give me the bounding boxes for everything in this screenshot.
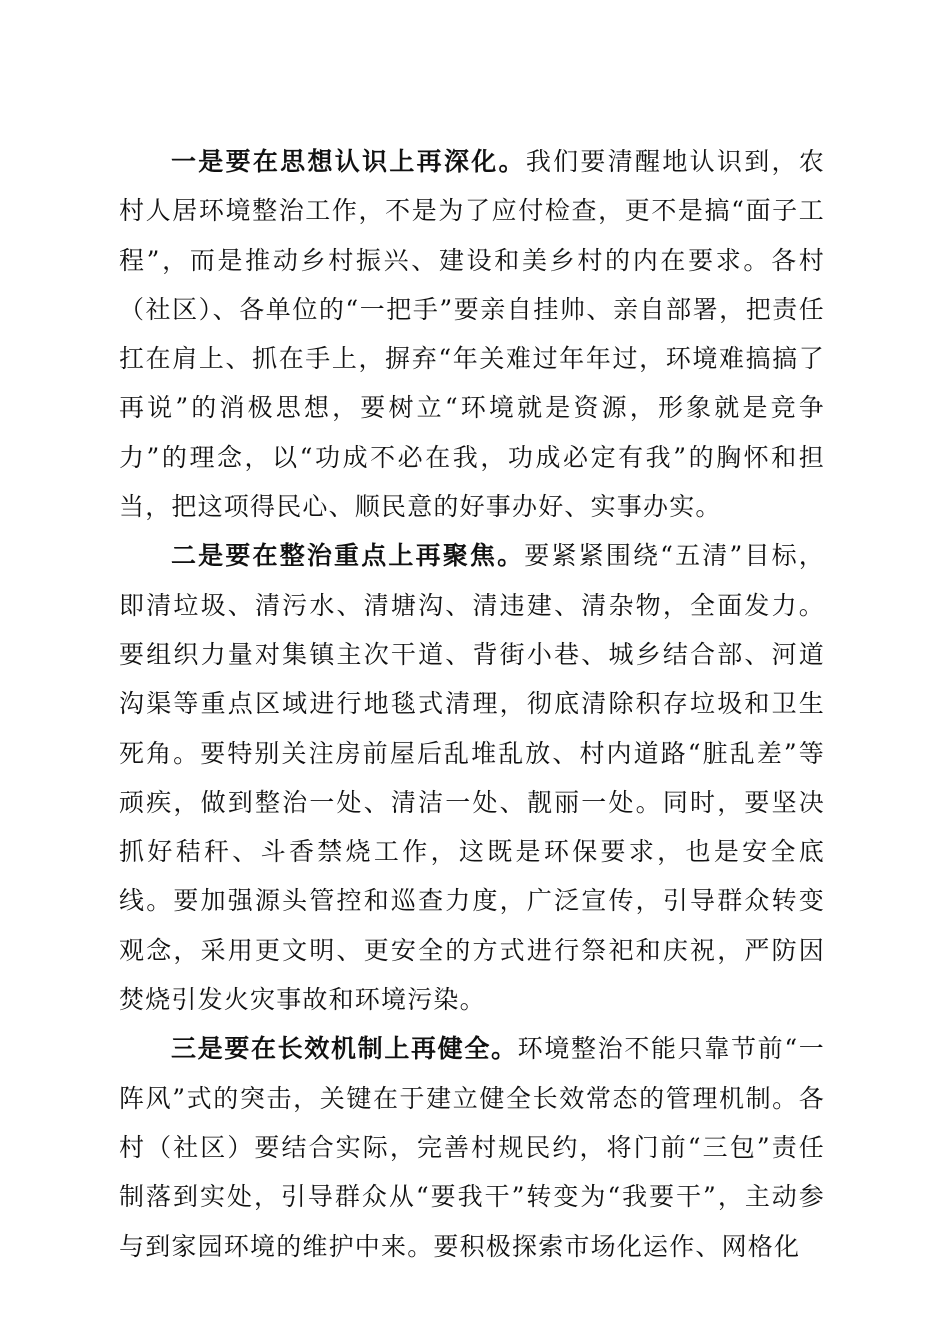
paragraph-text: 环境整治不能只靠节前“一阵风”式的突击，关键在于建立健全长效常态的管理机制。各村（社区）要结合实际，完善村规民约，将门前“三包”责任制落到实处，引导群众从“要我干”转变为“我要干”，主动参与到家园环境的维护中来。要积极探索市场化运作、网格化 (119, 1034, 825, 1261)
paragraph-mechanism (119, 1024, 825, 1270)
paragraph-lead: 二是要在整治重点上再聚焦。 (171, 541, 525, 571)
paragraph-text: 要紧紧围绕“五清”目标，即清垃圾、清污水、清塘沟、清违建、清杂物，全面发力。要组织力量对集镇主次干道、背街小巷、城乡结合部、河道沟渠等重点区域进行地毯式清理，彻底清除积存垃圾和卫生死角。要特别关注房前屋后乱堆乱放、村内道路“脏乱差”等顽疾，做到整治一处、清洁一处、靓丽一处。同时，要坚决抓好秸秆、斗香禁烧工作，这既是环保要求，也是安全底线。要加强源头管控和巡查力度，广泛宣传，引导群众转变观念，采用更文明、更安全的方式进行祭祀和庆祝，严防因焚烧引发火灾事故和环境污染。 (119, 541, 825, 1015)
paragraph-lead: 一是要在思想认识上再深化。 (171, 147, 526, 176)
paragraph-thinking (119, 137, 825, 531)
document-body (119, 137, 825, 1271)
paragraph-lead: 三是要在长效机制上再健全。 (171, 1034, 518, 1064)
paragraph-text: 我们要清醒地认识到，农村人居环境整治工作，不是为了应付检查，更不是搞“面子工程”，而是推动乡村振兴、建设和美乡村的内在要求。各村（社区）、各单位的“一把手”要亲自挂帅、亲自部署，把责任扛在肩上、抓在手上，摒弃“年关难过年年过，环境难搞搞了再说”的消极思想，要树立“环境就是资源，形象就是竞争力”的理念，以“功成不必在我，功成必定有我”的胸怀和担当，把这项得民心、顺民意的好事办好、实事办实。 (119, 147, 825, 522)
paragraph-focus (119, 531, 825, 1024)
